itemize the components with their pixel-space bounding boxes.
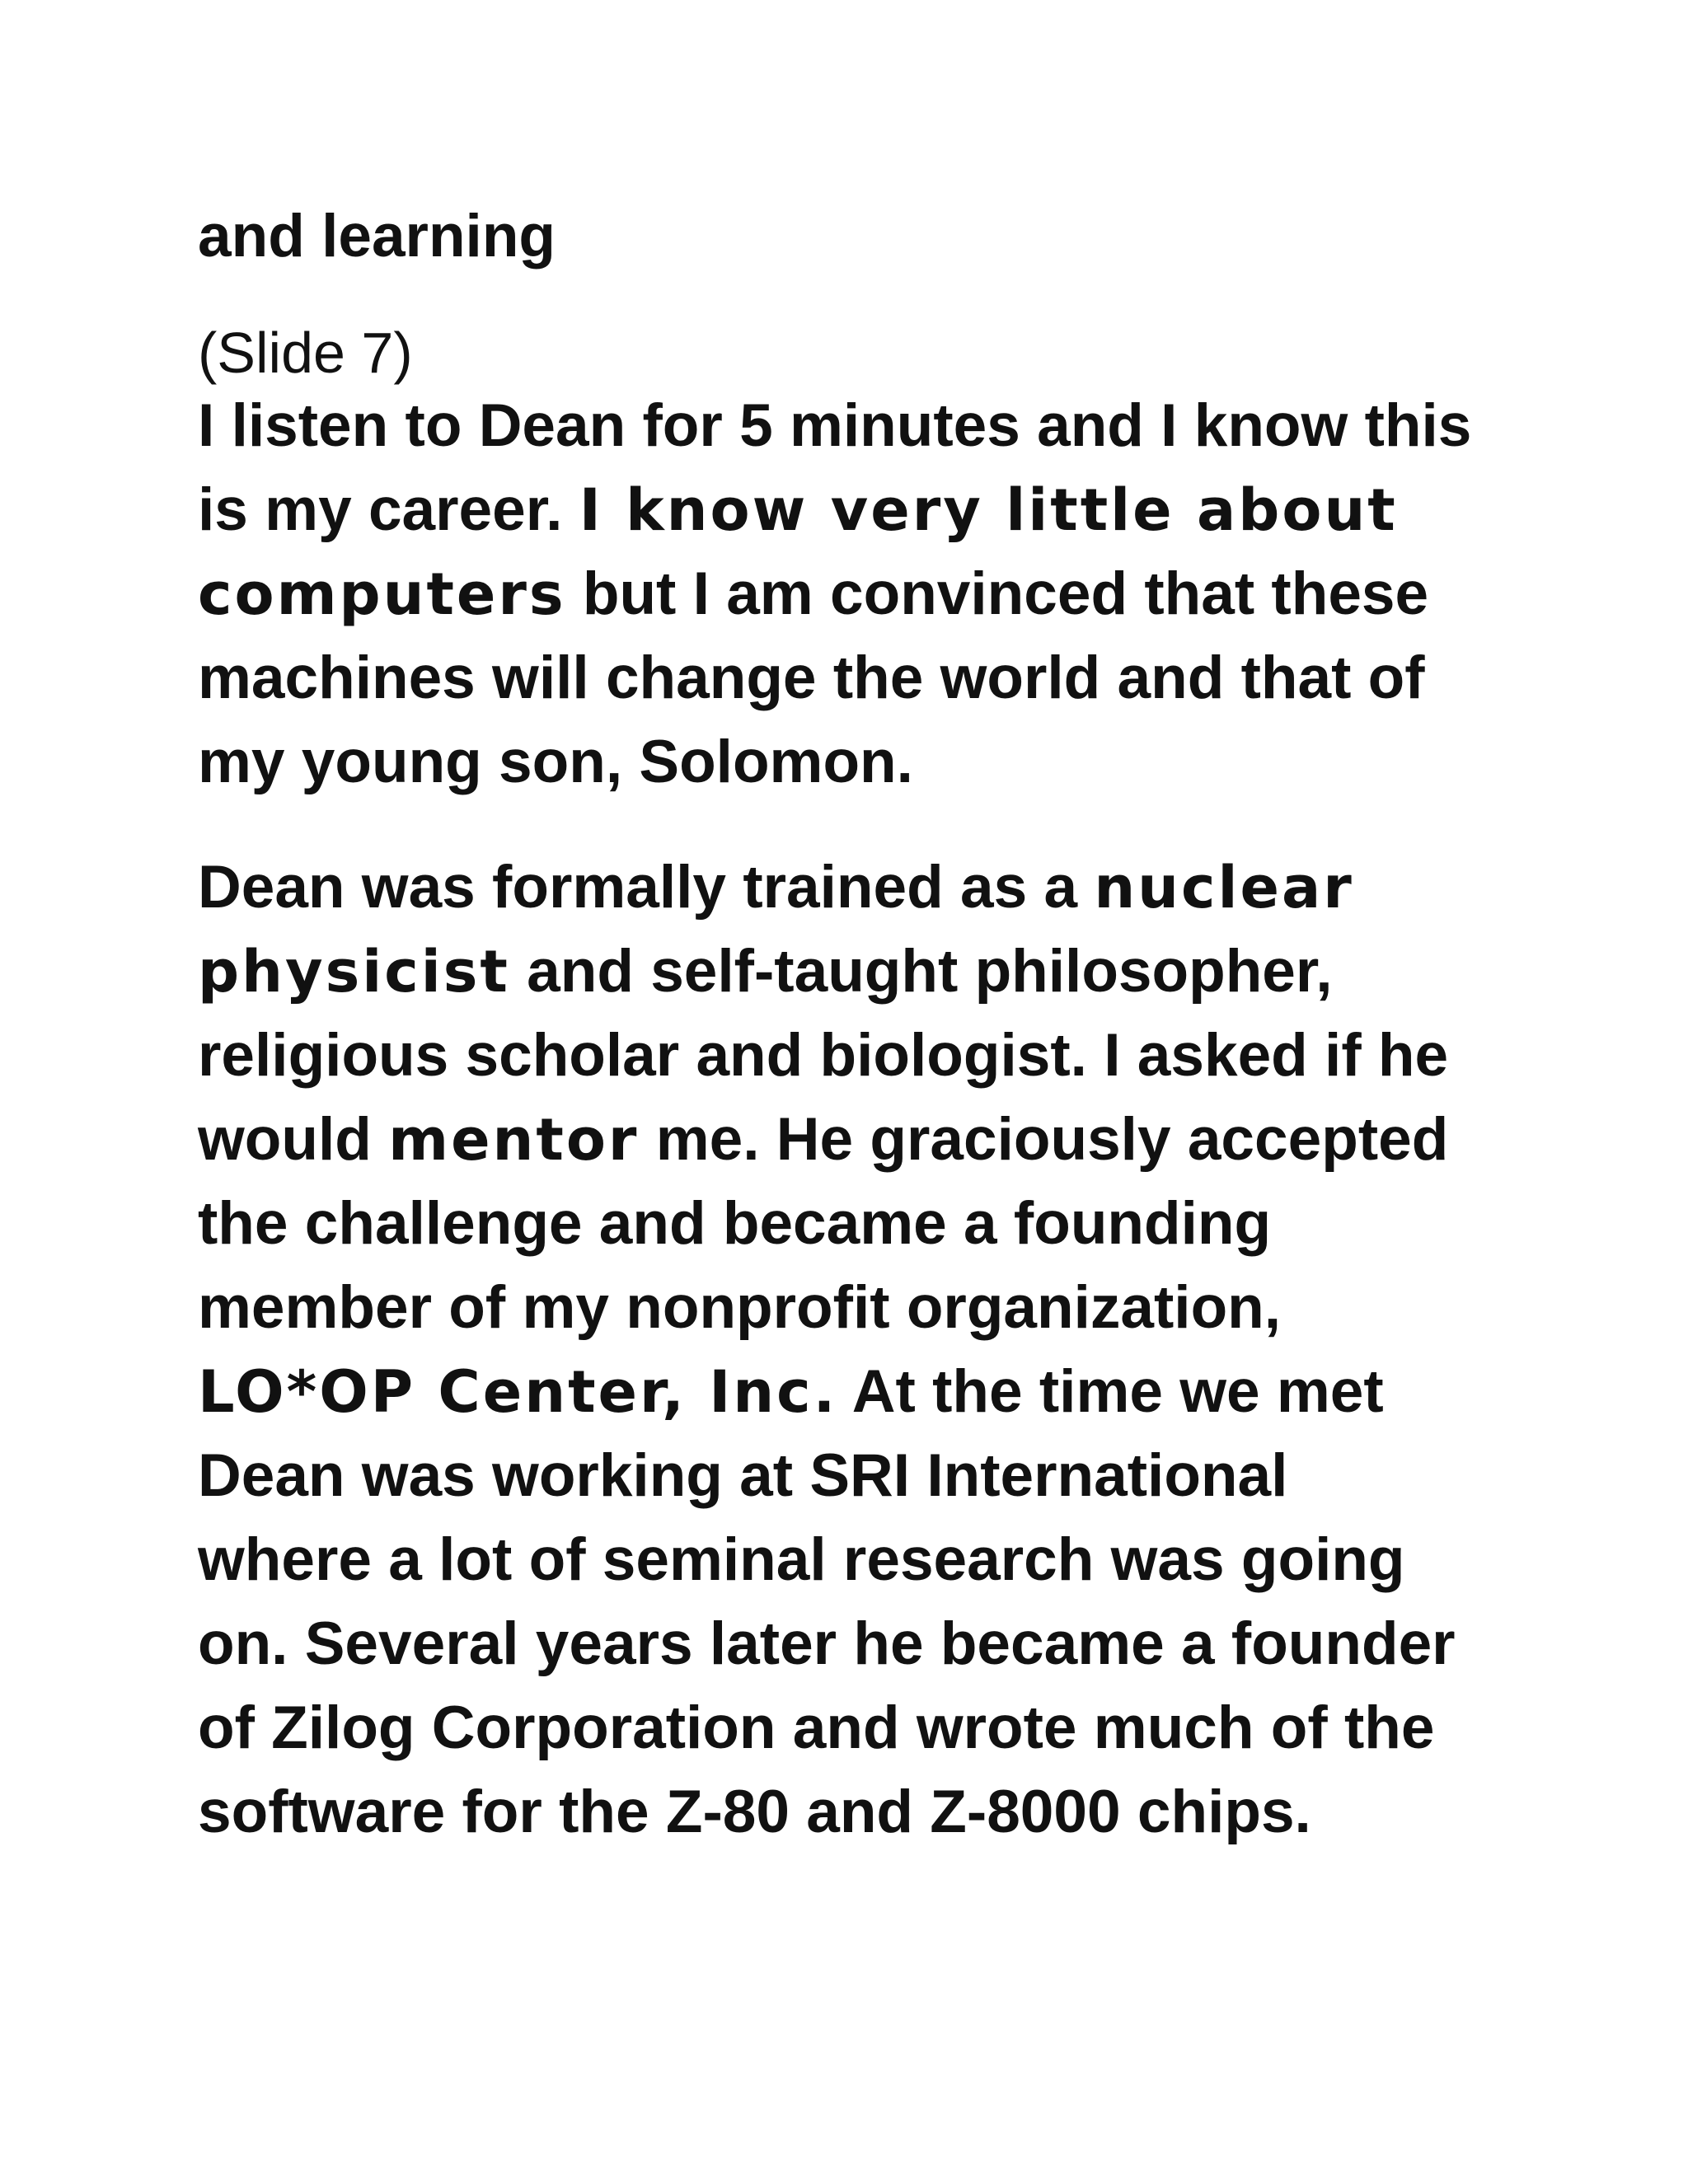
text-run: where a lot of seminal research was going xyxy=(198,1526,1405,1593)
paragraph-line xyxy=(198,468,1533,552)
text-run: but I am convinced that these xyxy=(565,560,1429,627)
paragraph-line xyxy=(198,1014,1533,1098)
paragraph-line xyxy=(198,720,1533,804)
text-run: At the time we met xyxy=(837,1358,1384,1425)
paragraph-line xyxy=(198,930,1533,1014)
paragraph-line xyxy=(198,552,1533,636)
text-run: on. Several years later he became a founder xyxy=(198,1610,1456,1677)
text-run: Dean was formally trained as a xyxy=(198,854,1095,921)
paragraph-1 xyxy=(198,384,1533,804)
paragraph-line xyxy=(198,1434,1533,1518)
text-run: member of my nonprofit organization, xyxy=(198,1274,1282,1341)
paragraph-line xyxy=(198,1350,1533,1434)
paragraph-line xyxy=(198,384,1533,468)
paragraph-line xyxy=(198,1686,1533,1770)
emphasized-text: LO*OP Center, Inc. xyxy=(198,1358,838,1426)
text-run: would xyxy=(198,1106,389,1173)
slide-label: (Slide 7) xyxy=(198,321,413,385)
emphasized-text: physicist xyxy=(198,938,510,1005)
text-run: the challenge and became a founding xyxy=(198,1190,1272,1257)
text-run: of Zilog Corporation and wrote much of the xyxy=(198,1694,1435,1761)
paragraph-line xyxy=(198,1098,1533,1182)
text-run: I listen to Dean for 5 minutes and I know this xyxy=(198,392,1472,459)
paragraph-line xyxy=(198,846,1533,930)
paragraph-2 xyxy=(198,846,1533,1854)
emphasized-text: I know very little about xyxy=(579,476,1398,544)
text-run: religious scholar and biologist. I asked if he xyxy=(198,1022,1449,1089)
text-run: me. He graciously accepted xyxy=(639,1106,1449,1173)
text-run: my young son, Solomon. xyxy=(198,729,913,795)
text-run: machines will change the world and that of xyxy=(198,644,1425,711)
emphasized-text: mentor xyxy=(388,1106,640,1174)
paragraph-line xyxy=(198,1266,1533,1350)
text-run: Dean was working at SRI International xyxy=(198,1442,1288,1509)
emphasized-text: nuclear xyxy=(1094,854,1354,921)
paragraph-line xyxy=(198,1770,1533,1854)
text-run: is my career. xyxy=(198,476,579,543)
paragraph-line xyxy=(198,1182,1533,1266)
text-run: and self-taught philosopher, xyxy=(509,938,1333,1005)
paragraph-line xyxy=(198,636,1533,720)
text-run: software for the Z-80 and Z-8000 chips. xyxy=(198,1779,1311,1845)
emphasized-text: computers xyxy=(198,560,566,628)
paragraph-line xyxy=(198,1602,1533,1686)
heading-fragment xyxy=(198,194,1533,279)
paragraph-line xyxy=(198,1518,1533,1602)
heading-line: and learning xyxy=(198,203,556,269)
